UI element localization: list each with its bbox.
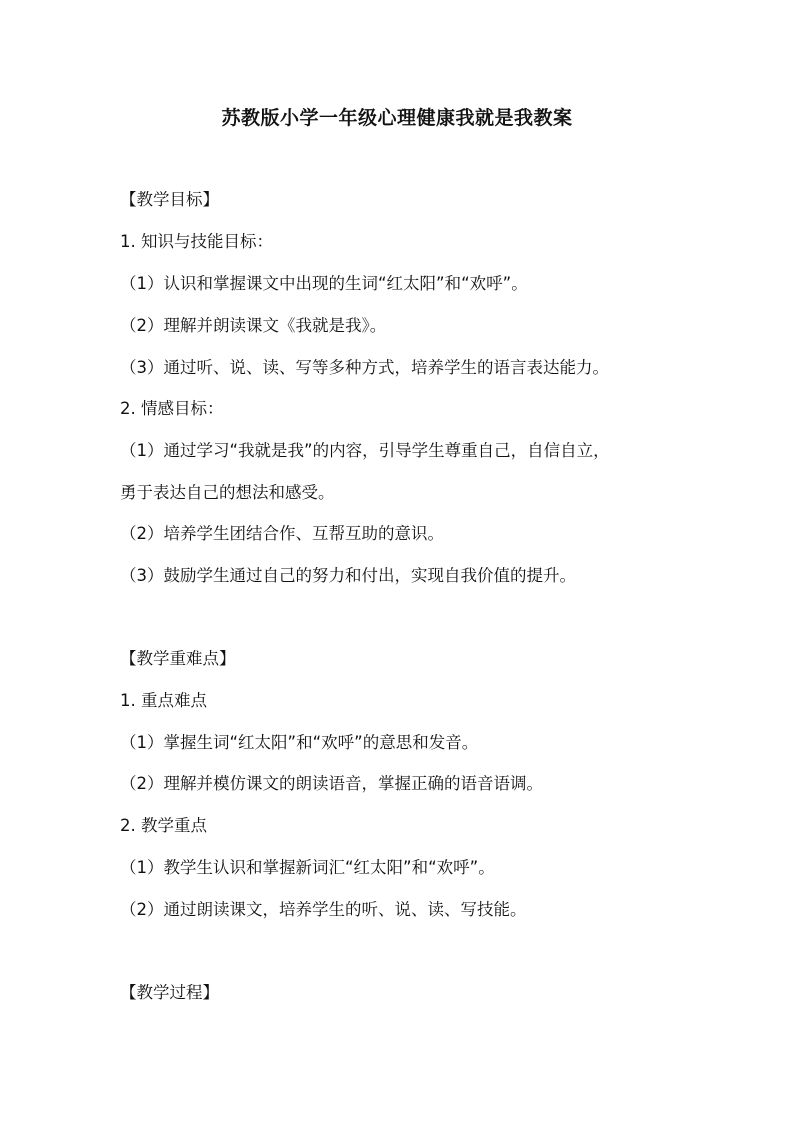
list-item: （1）通过学习“我就是我”的内容，引导学生尊重自己，自信自立， — [120, 441, 610, 460]
list-item: （2）通过朗读课文，培养学生的听、说、读、写技能。 — [120, 900, 527, 919]
section-heading-process: 【教学过程】 — [120, 983, 219, 1002]
list-item: 勇于表达自己的想法和感受。 — [120, 483, 335, 502]
list-item: 2. 情感目标： — [120, 399, 224, 418]
list-item: （2）理解并朗读课文《我就是我》。 — [120, 316, 387, 335]
list-item: （1）掌握生词“红太阳”和“欢呼”的意思和发音。 — [120, 733, 479, 752]
list-item: （2）理解并模仿课文的朗读语音，掌握正确的语音语调。 — [120, 774, 543, 793]
document-title: 苏教版小学一年级心理健康我就是我教案 — [221, 107, 573, 129]
section-heading-key-points: 【教学重难点】 — [120, 649, 236, 668]
list-item: 1. 重点难点 — [120, 691, 207, 710]
list-item: （2）培养学生团结合作、互帮互助的意识。 — [120, 524, 444, 543]
list-item: （1）认识和掌握课文中出现的生词“红太阳”和“欢呼”。 — [120, 274, 528, 293]
list-item: （3）鼓励学生通过自己的努力和付出，实现自我价值的提升。 — [120, 566, 576, 585]
section-heading-objectives: 【教学目标】 — [120, 190, 219, 209]
list-item: （3）通过听、说、读、写等多种方式，培养学生的语言表达能力。 — [120, 358, 609, 377]
list-item: 1. 知识与技能目标： — [120, 232, 273, 251]
list-item: 2. 教学重点 — [120, 816, 207, 835]
list-item: （1）教学生认识和掌握新词汇“红太阳”和“欢呼”。 — [120, 858, 495, 877]
